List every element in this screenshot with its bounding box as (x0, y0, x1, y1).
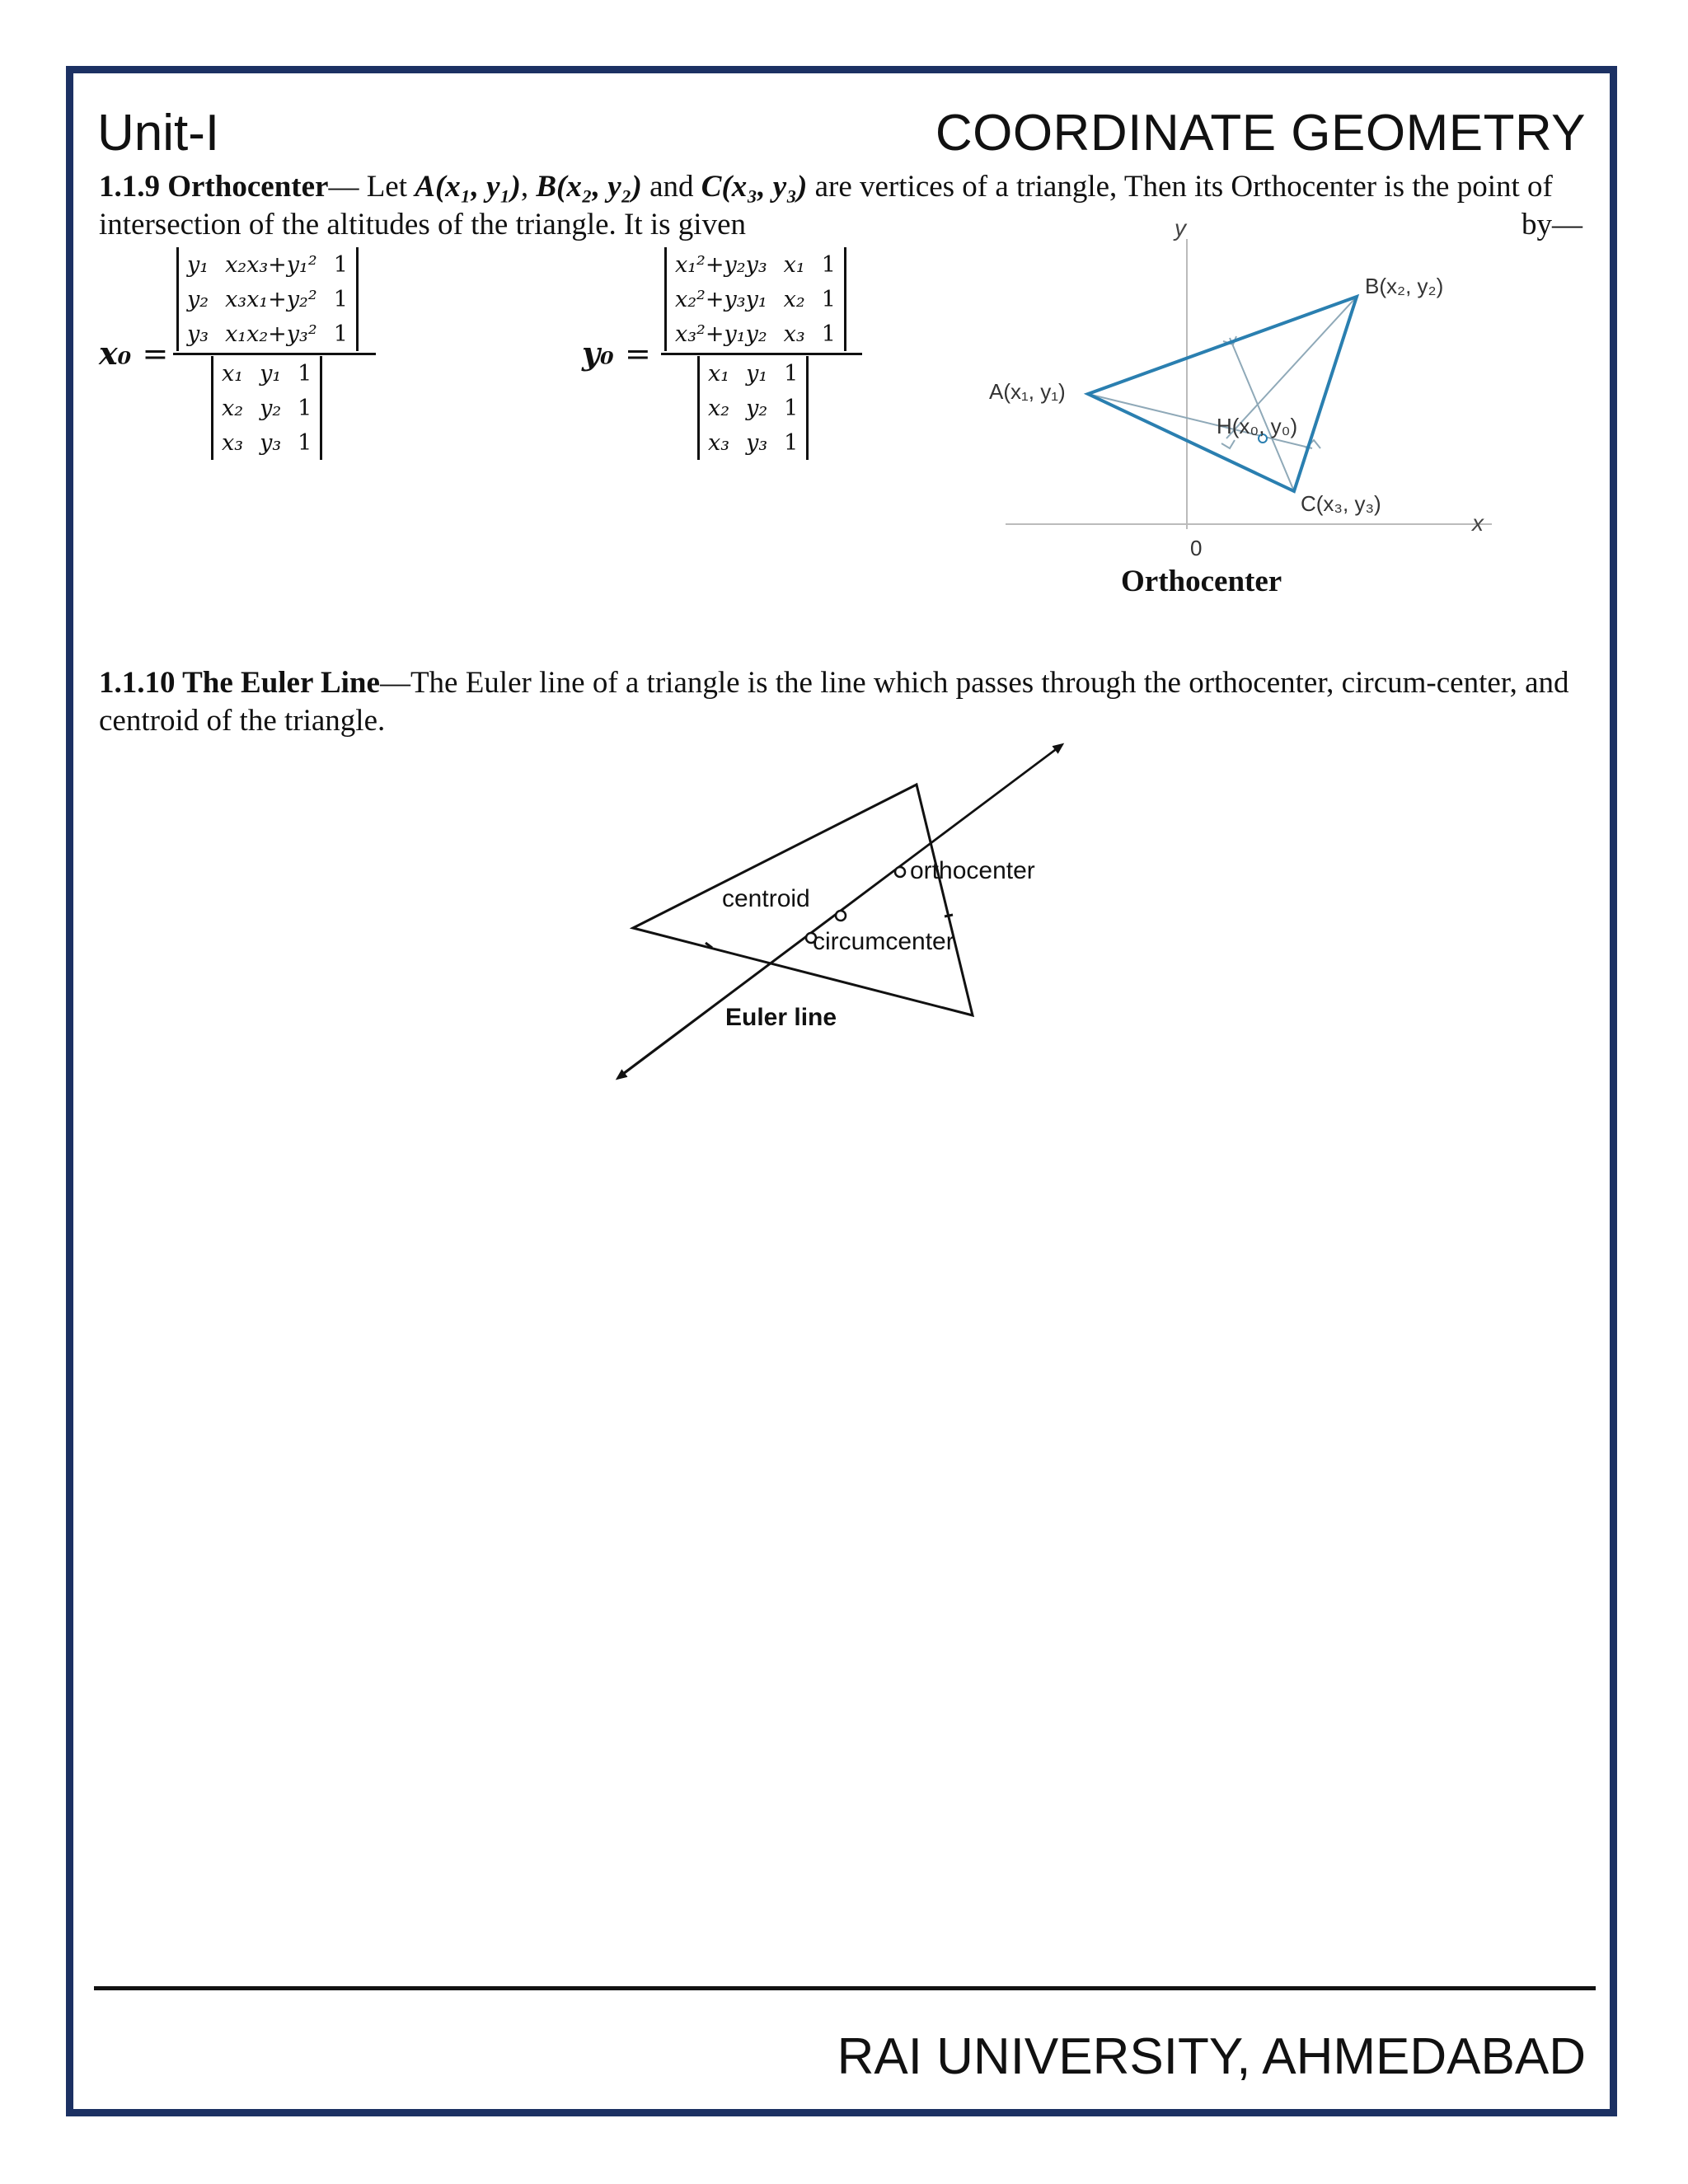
orthocenter-paragraph: 1.1.9 Orthocenter— Let A(x₁, y₁), B(x₂, y₂) and C(x₃, y₃) are vertices of a triangle, Then its Orthocenter is the point of intersection of the altitudes of the triangle. It is given (99, 170, 1553, 241)
y0-label: y₀ = (582, 335, 651, 372)
y0-denominator-determinant: x₁ y₁ 1 x₂ y₂ 1 x₃ y₃ 1 (697, 356, 809, 460)
triangle-abc (1088, 297, 1357, 491)
x0-numerator-determinant: y₁ x₂x₃+y₁² 1 y₂ x₃x₁+y₂² 1 y₃ x₁x₂+y₃² 1 (176, 247, 359, 351)
vertex-c-label: C(x₃, y₃) (1301, 491, 1381, 516)
orthocenter-figure (989, 216, 1500, 562)
orthocenter-text-2: are vertices of a triangle, Then its Orthocenter is the point of intersection of the altitudes of the triangle. It is given (99, 170, 1553, 241)
y0-numerator-determinant: x₁²+y₂y₃ x₁ 1 x₂²+y₃y₁ x₂ 1 x₃²+y₁y₂ x₃ 1 (664, 247, 846, 351)
x0-label: x₀ = (99, 335, 169, 372)
euler-orthocenter-label: orthocenter (910, 857, 1035, 884)
y-axis-label: y (1175, 216, 1186, 241)
euler-heading: 1.1.10 The Euler Line (99, 666, 380, 700)
point-a: A(x₁, y₁) (415, 170, 521, 204)
triangle-tick-mark-2 (945, 915, 953, 916)
orthocenter-caption: Orthocenter (1121, 565, 1282, 598)
orthocenter-h-label: H(x₀, y₀) (1217, 414, 1298, 438)
x0-fraction-bar (173, 353, 376, 355)
origin-label: 0 (1190, 536, 1203, 560)
by-word: by— (1522, 208, 1582, 241)
point-c: C(x₃, y₃) (701, 170, 808, 204)
euler-centroid-point (836, 911, 846, 921)
euler-figure (610, 725, 1088, 1096)
euler-centroid-label: centroid (722, 885, 810, 912)
euler-circumcenter-label: circumcenter (813, 928, 954, 955)
y0-fraction-bar (661, 353, 862, 355)
unit-label: Unit-I (97, 105, 220, 162)
footer-institution: RAI UNIVERSITY, AHMEDABAD (837, 2028, 1586, 2085)
subject-title: COORDINATE GEOMETRY (935, 105, 1586, 162)
footer-rule (94, 1986, 1596, 1990)
right-angle-mark-ac (1221, 440, 1235, 448)
vertex-b-label: B(x₂, y₂) (1365, 274, 1444, 298)
x-axis-label: x (1472, 510, 1484, 536)
orthocenter-heading: 1.1.9 Orthocenter (99, 170, 329, 204)
vertex-a-label: A(x₁, y₁) (989, 379, 1066, 404)
euler-line-label: Euler line (725, 1004, 837, 1031)
x0-denominator-determinant: x₁ y₁ 1 x₂ y₂ 1 x₃ y₃ 1 (211, 356, 322, 460)
euler-text: —The Euler line of a triangle is the line which passes through the orthocenter, circum-center, and centroid of the triangle. (99, 666, 1569, 738)
euler-orthocenter-point (895, 867, 905, 877)
orthocenter-text-1: — Let (328, 170, 415, 204)
point-b: B(x₂, y₂) (536, 170, 642, 204)
and-word: and (641, 170, 701, 204)
